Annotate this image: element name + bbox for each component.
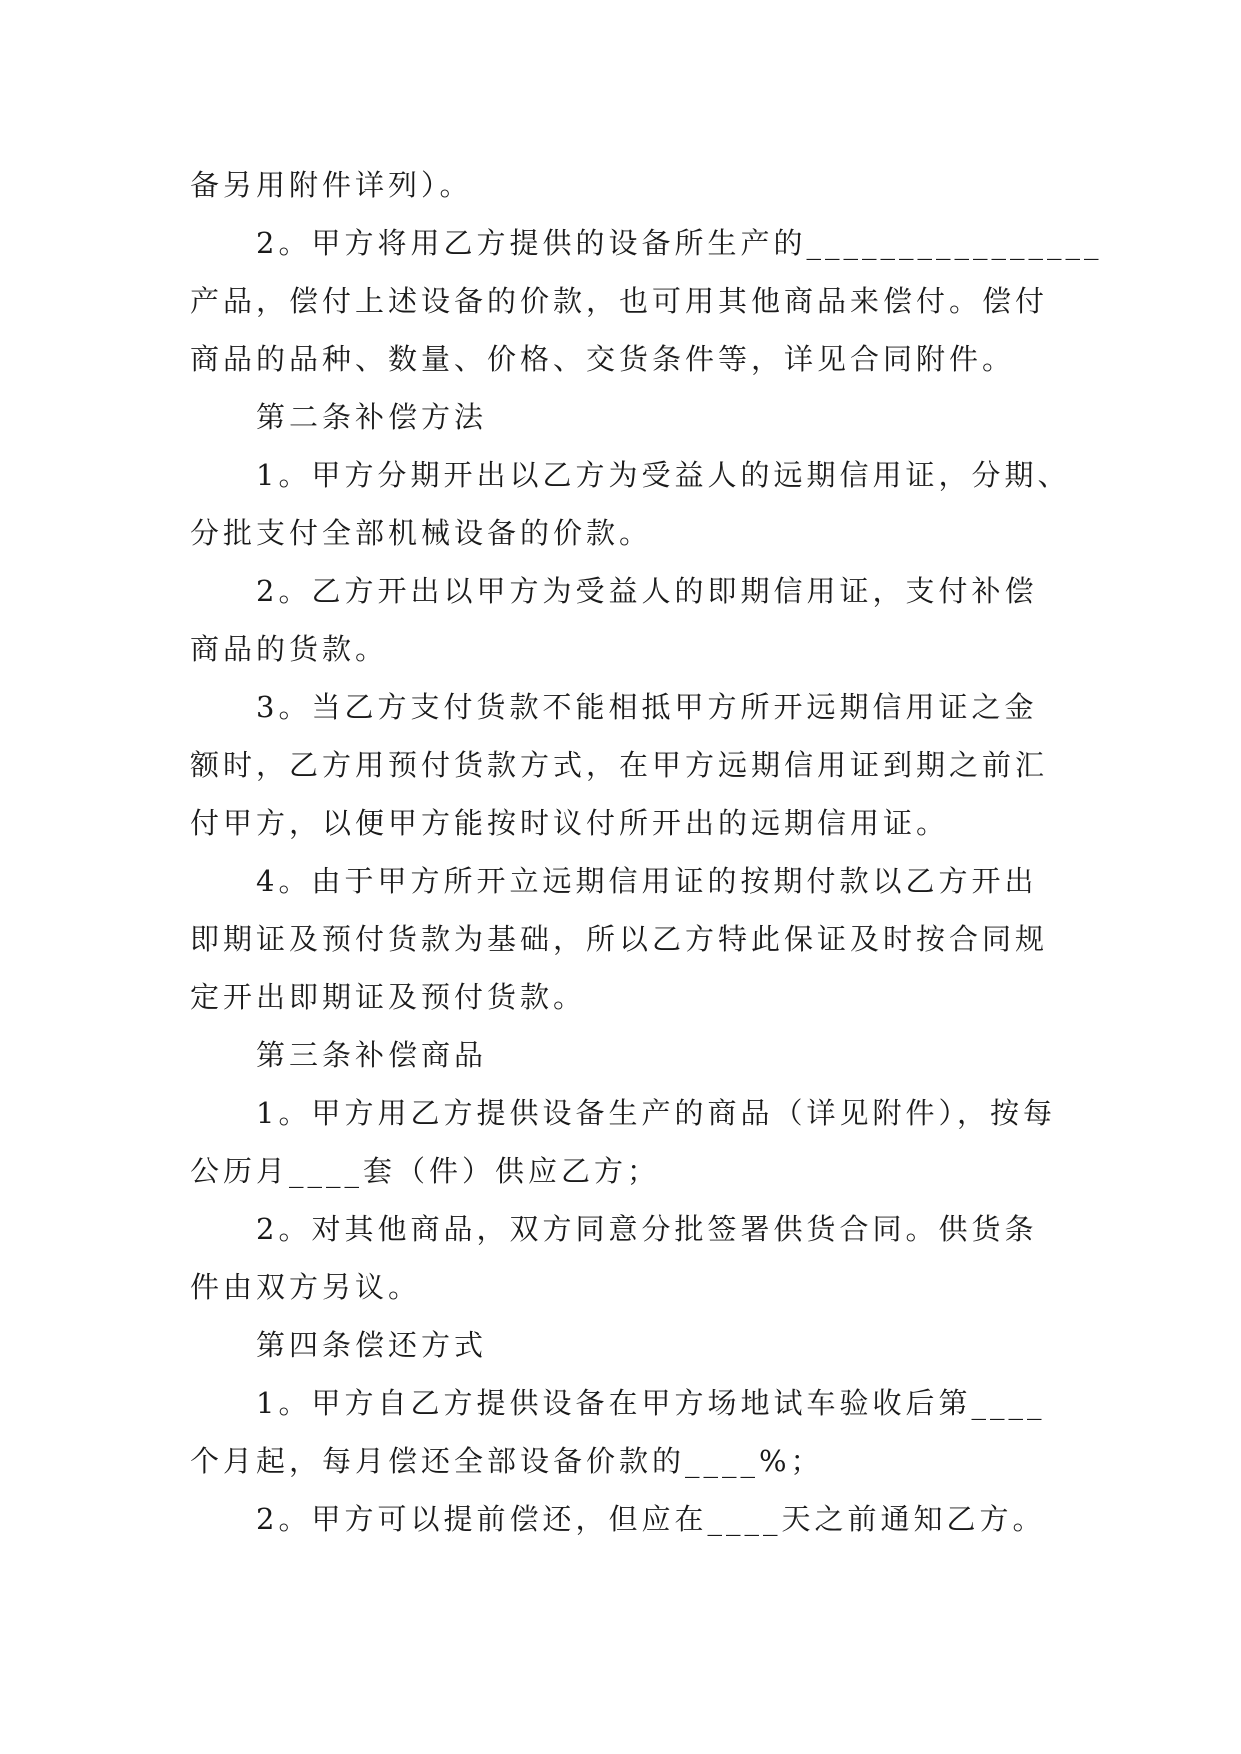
- text-line: 付甲方，以便甲方能按时议付所开出的远期信用证。: [190, 806, 950, 840]
- text-line: 2。乙方开出以甲方为受益人的即期信用证，支付补偿: [256, 574, 1038, 608]
- section-heading: 第三条补偿商品: [256, 1038, 488, 1072]
- text-line: 2。甲方将用乙方提供的设备所生产的________________: [256, 226, 1103, 260]
- text-line: 额时，乙方用预付货款方式，在甲方远期信用证到期之前汇: [190, 748, 1049, 782]
- text-line: 即期证及预付货款为基础，所以乙方特此保证及时按合同规: [190, 922, 1049, 956]
- text-line: 1。甲方自乙方提供设备在甲方场地试车验收后第____: [256, 1386, 1046, 1420]
- text-line: 个月起，每月偿还全部设备价款的____%；: [190, 1444, 824, 1478]
- text-line: 1。甲方用乙方提供设备生产的商品（详见附件），按每: [256, 1096, 1056, 1130]
- section-heading: 第二条补偿方法: [256, 400, 488, 434]
- text-line: 3。当乙方支付货款不能相抵甲方所开远期信用证之金: [256, 690, 1038, 724]
- text-line: 产品，偿付上述设备的价款，也可用其他商品来偿付。偿付: [190, 284, 1049, 318]
- text-line: 分批支付全部机械设备的价款。: [190, 516, 653, 550]
- text-line: 1。甲方分期开出以乙方为受益人的远期信用证，分期、: [256, 458, 1071, 492]
- text-line: 备另用附件详列）。: [190, 168, 473, 202]
- text-line: 4。由于甲方所开立远期信用证的按期付款以乙方开出: [256, 864, 1038, 898]
- contract-body: [190, 156, 1103, 1548]
- text-line: 商品的货款。: [190, 632, 389, 666]
- section-heading: 第四条偿还方式: [256, 1328, 488, 1362]
- text-line: 2。对其他商品，双方同意分批签署供货合同。供货条: [256, 1212, 1038, 1246]
- text-line: 件由双方另议。: [190, 1270, 422, 1304]
- text-line: 公历月____套（件）供应乙方；: [190, 1154, 661, 1188]
- text-line: 2。甲方可以提前偿还，但应在____天之前通知乙方。: [256, 1502, 1046, 1536]
- text-line: 定开出即期证及预付货款。: [190, 980, 587, 1014]
- text-line: 商品的品种、数量、价格、交货条件等，详见合同附件。: [190, 342, 1016, 376]
